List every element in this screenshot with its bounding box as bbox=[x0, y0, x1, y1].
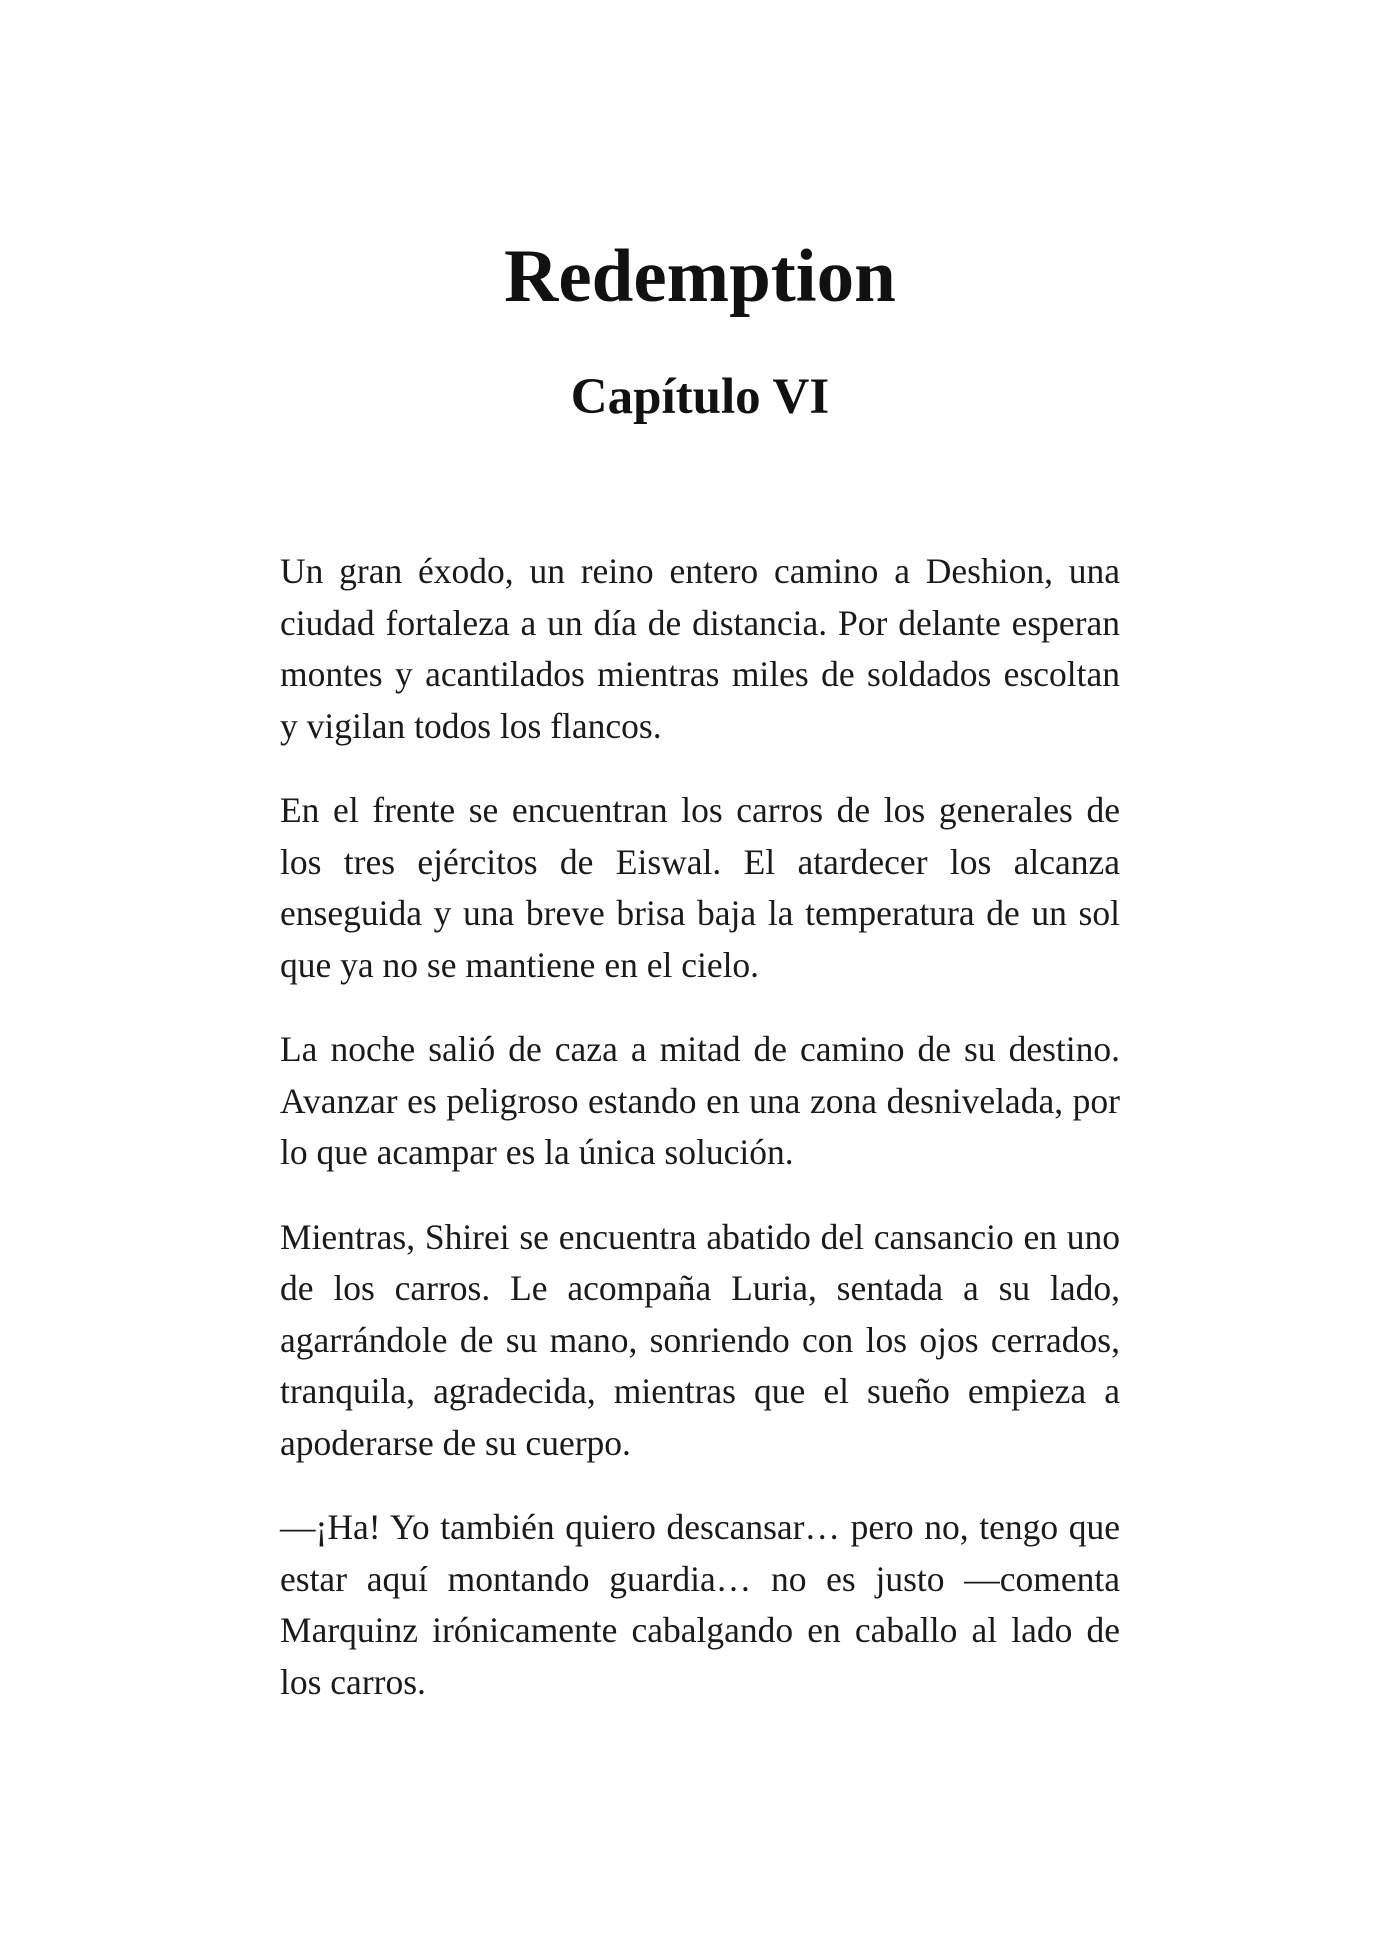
paragraph-4: Mientras, Shirei se encuentra abatido del cansancio en uno de los carros. Le acompaña Luria, sentada a su lado, agarrándole de su mano, sonriendo con los ojos cerrados, tranquila, agradecida, mientras que el sueño empieza a apoderarse de su cuerpo. bbox=[280, 1216, 1120, 1463]
paragraph-2: En el frente se encuentran los carros de los generales de los tres ejércitos de Eiswal. El atardecer los alcanza enseguida y una breve brisa baja la temperatura de un sol que ya no se mantiene en el cielo. bbox=[280, 790, 1120, 985]
paragraph-3: La noche salió de caza a mitad de camino de su destino. Avanzar es peligroso estando en una zona desnivelada, por lo que acampar es la única solución. bbox=[280, 1029, 1120, 1172]
paragraph-5: —¡Ha! Yo también quiero descansar… pero no, tengo que estar aquí montando guardia… no es justo —comenta Marquinz irónicamente cabalgando en caballo al lado de los carros. bbox=[280, 1507, 1120, 1702]
paragraph-1: Un gran éxodo, un reino entero camino a Deshion, una ciudad fortaleza a un día de distancia. Por delante esperan montes y acantilados mientras miles de soldados escoltan y vigilan todos los flancos. bbox=[280, 551, 1120, 746]
chapter-body bbox=[280, 546, 1120, 1741]
book-title: Redemption bbox=[504, 235, 896, 318]
chapter-title: Capítulo VI bbox=[570, 369, 830, 425]
